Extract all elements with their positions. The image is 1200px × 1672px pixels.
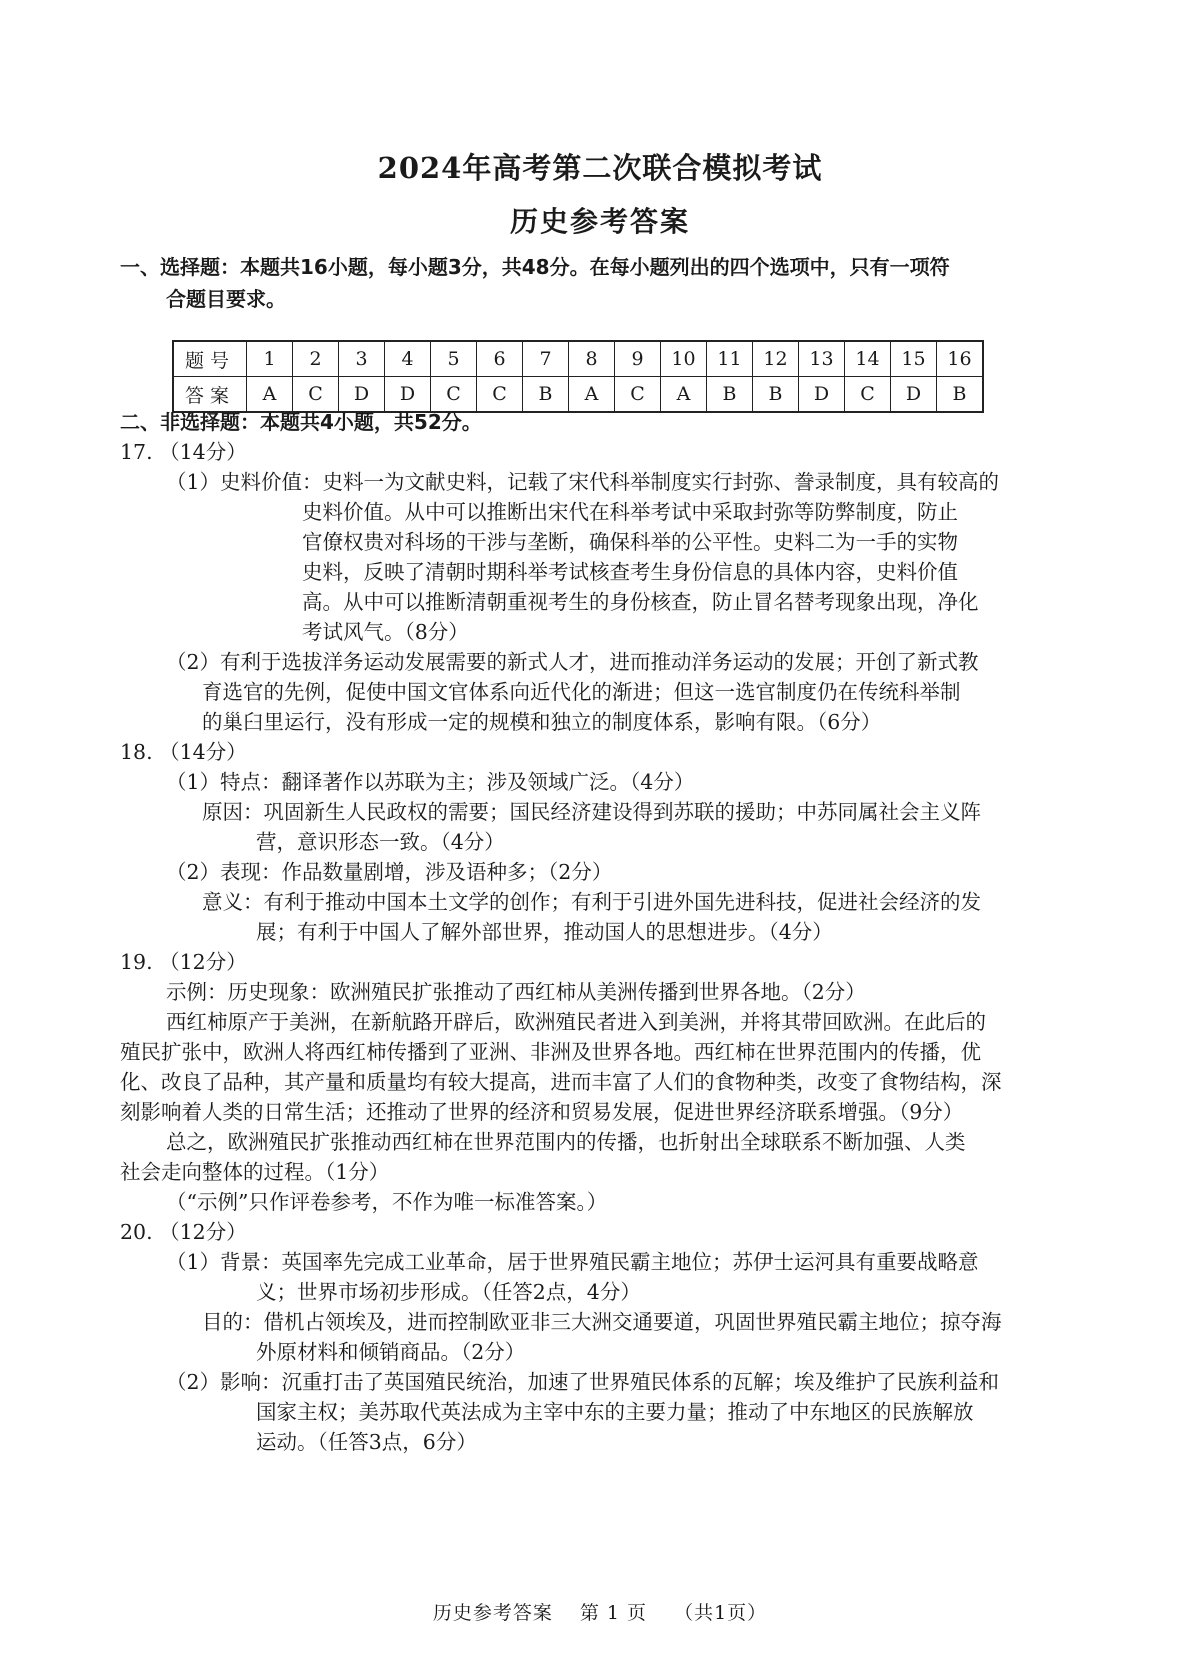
- section1-heading-line1: 一、选择题：本题共16小题，每小题3分，共48分。在每小题列出的四个选项中，只有一项符: [120, 255, 950, 279]
- answer-cell: C: [293, 377, 339, 413]
- answer-line: 官僚权贵对科场的干涉与垄断，确保科举的公平性。史料二为一手的实物: [302, 530, 958, 554]
- page-subtitle: 历史参考答案: [509, 205, 690, 238]
- question-number: 6: [477, 341, 523, 377]
- answer-cell: B: [937, 377, 984, 413]
- answer-line: 意义：有利于推动中国本土文学的创作；有利于引进外国先进科技，促进社会经济的发: [202, 890, 981, 914]
- question-number: 15: [891, 341, 937, 377]
- answer-line: 示例：历史现象：欧洲殖民扩张推动了西红柿从美洲传播到世界各地。（2分）: [166, 980, 866, 1004]
- answer-line: （1）背景：英国率先完成工业革命，居于世界殖民霸主地位；苏伊士运河具有重要战略意: [166, 1250, 979, 1274]
- answer-line: 运动。（任答3点，6分）: [256, 1430, 477, 1454]
- answer-line: 考试风气。（8分）: [302, 620, 469, 644]
- answer-table-header-q: 题号: [173, 341, 247, 377]
- answer-cell: A: [247, 377, 293, 413]
- question-number: 4: [385, 341, 431, 377]
- question-number: 11: [707, 341, 753, 377]
- answer-cell: C: [477, 377, 523, 413]
- question-number: 2: [293, 341, 339, 377]
- question-number: 16: [937, 341, 984, 377]
- answer-line: 的巢臼里运行，没有形成一定的规模和独立的制度体系，影响有限。（6分）: [202, 710, 882, 734]
- question-19-header: 19. （12分）: [120, 950, 247, 974]
- footer-total-pages: （共1页）: [674, 1602, 768, 1624]
- question-number: 12: [753, 341, 799, 377]
- answer-line: 目的：借机占领埃及，进而控制欧亚非三大洲交通要道，巩固世界殖民霸主地位；掠夺海: [202, 1310, 1002, 1334]
- footer-page-number: 第 1 页: [579, 1602, 648, 1624]
- answer-cell: C: [845, 377, 891, 413]
- question-number: 8: [569, 341, 615, 377]
- answer-line: 高。从中可以推断清朝重视考生的身份核查，防止冒名替考现象出现，净化: [302, 590, 979, 614]
- page-footer: [0, 1598, 1200, 1625]
- answer-cell: C: [615, 377, 661, 413]
- answer-cell: A: [661, 377, 707, 413]
- answer-table-header-a: 答案: [173, 377, 247, 413]
- answer-table-number-row: [173, 341, 983, 377]
- answer-cell: B: [523, 377, 569, 413]
- answer-line: （2）表现：作品数量剧增，涉及语种多；（2分）: [166, 860, 613, 884]
- question-number: 7: [523, 341, 569, 377]
- answer-line: 史料价值。从中可以推断出宋代在科举考试中采取封弥等防弊制度，防止: [302, 500, 958, 524]
- answer-cell: D: [891, 377, 937, 413]
- answer-cell: A: [569, 377, 615, 413]
- answer-line: 史料，反映了清朝时期科举考试核查考生身份信息的具体内容，史料价值: [302, 560, 958, 584]
- question-number: 3: [339, 341, 385, 377]
- answer-cell: D: [799, 377, 845, 413]
- question-number: 10: [661, 341, 707, 377]
- answer-line: （2）有利于选拔洋务运动发展需要的新式人才，进而推动洋务运动的发展；开创了新式教: [166, 650, 979, 674]
- exam-title: 2024年高考第二次联合模拟考试: [377, 151, 823, 185]
- answer-cell: D: [385, 377, 431, 413]
- answer-cell: D: [339, 377, 385, 413]
- question-number: 5: [431, 341, 477, 377]
- answer-line: 义；世界市场初步形成。（任答2点，4分）: [256, 1280, 641, 1304]
- answer-line: 营，意识形态一致。（4分）: [256, 830, 505, 854]
- question-number: 1: [247, 341, 293, 377]
- answer-cell: C: [431, 377, 477, 413]
- question-20-header: 20. （12分）: [120, 1220, 247, 1244]
- answer-line: 西红柿原产于美洲，在新航路开辟后，欧洲殖民者进入到美洲，并将其带回欧洲。在此后的: [166, 1010, 986, 1034]
- answer-line: （1）史料价值：史料一为文献史料，记载了宋代科举制度实行封弥、誊录制度，具有较高的: [166, 470, 1000, 494]
- answer-line: （1）特点：翻译著作以苏联为主；涉及领域广泛。（4分）: [166, 770, 695, 794]
- answer-line: 殖民扩张中，欧洲人将西红柿传播到了亚洲、非洲及世界各地。西红柿在世界范围内的传播，优: [120, 1040, 981, 1064]
- question-17-header: 17. （14分）: [120, 440, 247, 464]
- answer-table: [172, 340, 984, 413]
- answer-line: 展；有利于中国人了解外部世界，推动国人的思想进步。（4分）: [256, 920, 833, 944]
- question-number: 14: [845, 341, 891, 377]
- answer-line: 刻影响着人类的日常生活；还推动了世界的经济和贸易发展，促进世界经济联系增强。（9分）: [120, 1100, 964, 1124]
- question-18-header: 18. （14分）: [120, 740, 247, 764]
- section1-heading-line2: 合题目要求。: [166, 287, 286, 311]
- answer-line: 育选官的先例，促使中国文官体系向近代化的渐进；但这一选官制度仍在传统科举制: [202, 680, 961, 704]
- question-number: 13: [799, 341, 845, 377]
- answer-line: 社会走向整体的过程。（1分）: [120, 1160, 390, 1184]
- answer-line: （“示例”只作评卷参考，不作为唯一标准答案。）: [166, 1190, 608, 1214]
- answer-line: 外原材料和倾销商品。（2分）: [256, 1340, 526, 1364]
- answer-line: 化、改良了品种，其产量和质量均有较大提高，进而丰富了人们的食物种类，改变了食物结构，深: [120, 1070, 1002, 1094]
- question-number: 9: [615, 341, 661, 377]
- footer-label: 历史参考答案: [432, 1602, 553, 1624]
- answer-line: 原因：巩固新生人民政权的需要；国民经济建设得到苏联的援助；中苏同属社会主义阵: [202, 800, 981, 824]
- answer-line: （2）影响：沉重打击了英国殖民统治，加速了世界殖民体系的瓦解；埃及维护了民族利益和: [166, 1370, 1000, 1394]
- answer-cell: B: [753, 377, 799, 413]
- answer-line: 总之，欧洲殖民扩张推动西红柿在世界范围内的传播，也折射出全球联系不断加强、人类: [166, 1130, 966, 1154]
- answer-cell: B: [707, 377, 753, 413]
- section2-heading: 二、非选择题：本题共4小题，共52分。: [120, 410, 482, 434]
- answer-line: 国家主权；美苏取代英法成为主宰中东的主要力量；推动了中东地区的民族解放: [256, 1400, 974, 1424]
